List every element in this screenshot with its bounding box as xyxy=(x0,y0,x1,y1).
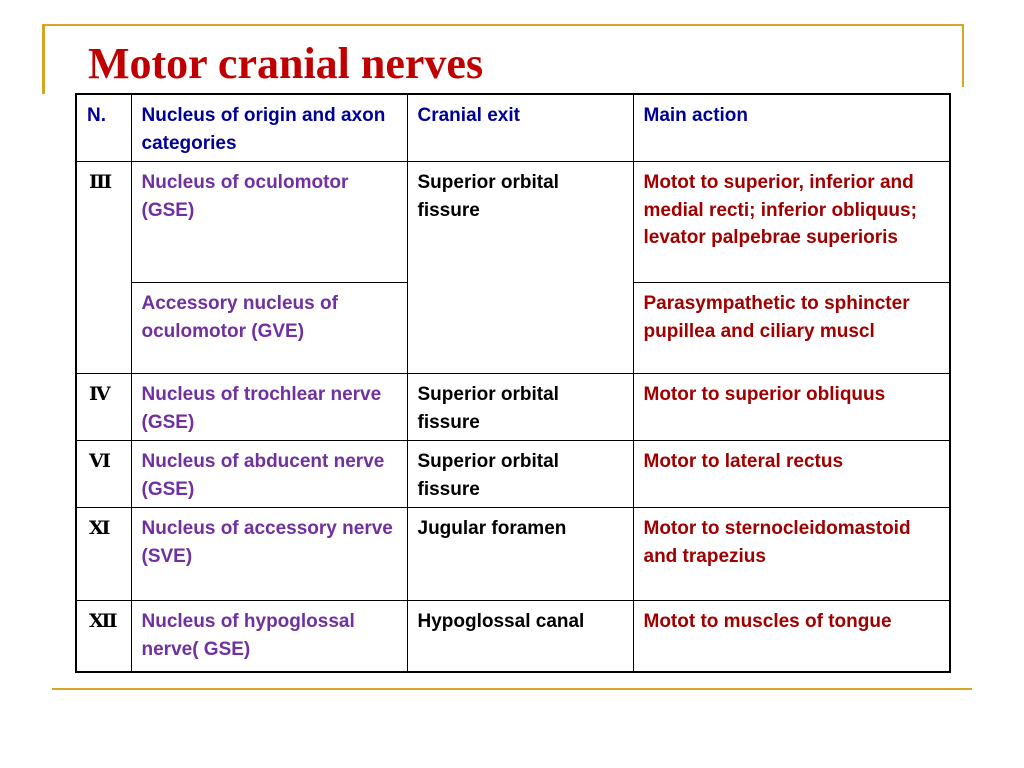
exit-cell: Hypoglossal canal xyxy=(407,601,633,672)
table-row xyxy=(76,162,950,283)
header-number: N. xyxy=(76,94,131,162)
header-action: Main action xyxy=(633,94,950,162)
table-row xyxy=(76,601,950,672)
header-exit: Cranial exit xyxy=(407,94,633,162)
nerve-number-cell: Ⅻ xyxy=(76,601,131,672)
exit-cell: Jugular foramen xyxy=(407,508,633,601)
decorative-rule-top xyxy=(42,24,964,26)
nerve-number-cell: Ⅳ xyxy=(76,374,131,441)
slide-title: Motor cranial nerves xyxy=(88,39,484,88)
motor-cranial-nerves-table xyxy=(75,93,951,673)
action-cell: Motot to muscles of tongue xyxy=(633,601,950,672)
action-cell: Motot to superior, inferior and medial recti; inferior obliquus; levator palpebrae superioris xyxy=(633,162,950,283)
nucleus-cell: Nucleus of accessory nerve (SVE) xyxy=(131,508,407,601)
table-row xyxy=(76,441,950,508)
decorative-bar-right xyxy=(962,24,964,87)
nerve-number-cell: Ⅵ xyxy=(76,441,131,508)
action-cell: Motor to superior obliquus xyxy=(633,374,950,441)
table-row xyxy=(76,374,950,441)
header-nucleus: Nucleus of origin and axon categories xyxy=(131,94,407,162)
nucleus-cell: Nucleus of abducent nerve (GSE) xyxy=(131,441,407,508)
decorative-rule-bottom xyxy=(52,688,972,690)
nucleus-cell: Nucleus of hypoglossal nerve( GSE) xyxy=(131,601,407,672)
table-header-row xyxy=(76,94,950,162)
nucleus-cell: Nucleus of trochlear nerve (GSE) xyxy=(131,374,407,441)
action-cell: Parasympathetic to sphincter pupillea and ciliary muscl xyxy=(633,283,950,374)
exit-cell: Superior orbital fissure xyxy=(407,162,633,374)
action-cell: Motor to lateral rectus xyxy=(633,441,950,508)
decorative-bar-left xyxy=(42,24,45,94)
table-row xyxy=(76,508,950,601)
nerve-number-cell: Ⅲ xyxy=(76,162,131,374)
nucleus-cell: Accessory nucleus of oculomotor (GVE) xyxy=(131,283,407,374)
nerve-number-cell: Ⅺ xyxy=(76,508,131,601)
nucleus-cell: Nucleus of oculomotor (GSE) xyxy=(131,162,407,283)
exit-cell: Superior orbital fissure xyxy=(407,374,633,441)
action-cell: Motor to sternocleidomastoid and trapezius xyxy=(633,508,950,601)
exit-cell: Superior orbital fissure xyxy=(407,441,633,508)
